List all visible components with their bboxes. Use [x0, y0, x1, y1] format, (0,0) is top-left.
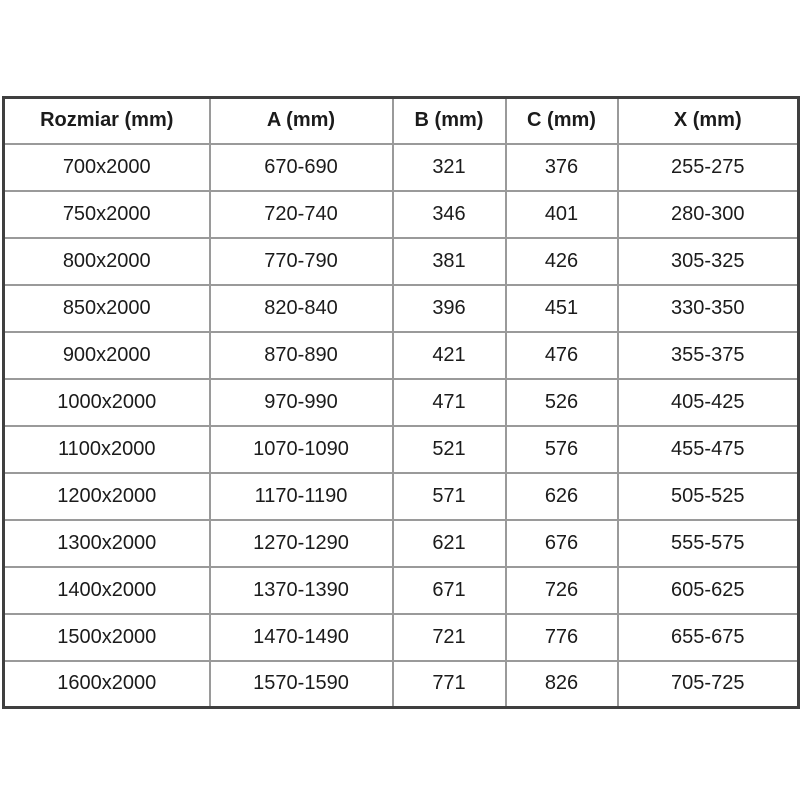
table-cell-x: 705-725	[618, 661, 799, 708]
table-cell-rozmiar: 750x2000	[4, 191, 210, 238]
table-cell-a: 1370-1390	[210, 567, 393, 614]
table-cell-rozmiar: 1300x2000	[4, 520, 210, 567]
table-cell-x: 330-350	[618, 285, 799, 332]
table-cell-a: 1070-1090	[210, 426, 393, 473]
table-row	[4, 426, 799, 473]
table-row	[4, 285, 799, 332]
table-cell-a: 770-790	[210, 238, 393, 285]
table-cell-rozmiar: 1000x2000	[4, 379, 210, 426]
table-cell-b: 571	[393, 473, 506, 520]
table-cell-rozmiar: 900x2000	[4, 332, 210, 379]
table-cell-b: 471	[393, 379, 506, 426]
table-cell-x: 455-475	[618, 426, 799, 473]
table-cell-c: 401	[506, 191, 618, 238]
table-cell-b: 321	[393, 144, 506, 191]
table-row	[4, 661, 799, 708]
header-row	[4, 98, 799, 144]
table-row	[4, 567, 799, 614]
table-row	[4, 473, 799, 520]
table-cell-c: 426	[506, 238, 618, 285]
table-row	[4, 520, 799, 567]
column-header-a: A (mm)	[210, 98, 393, 144]
column-header-rozmiar: Rozmiar (mm)	[4, 98, 210, 144]
table-cell-a: 720-740	[210, 191, 393, 238]
table-row	[4, 144, 799, 191]
table-cell-x: 505-525	[618, 473, 799, 520]
table-row	[4, 332, 799, 379]
column-header-b: B (mm)	[393, 98, 506, 144]
table-cell-c: 451	[506, 285, 618, 332]
table-row	[4, 238, 799, 285]
table-cell-c: 476	[506, 332, 618, 379]
table-cell-x: 355-375	[618, 332, 799, 379]
table-cell-a: 1570-1590	[210, 661, 393, 708]
table-cell-rozmiar: 1200x2000	[4, 473, 210, 520]
column-header-c: C (mm)	[506, 98, 618, 144]
table-cell-x: 605-625	[618, 567, 799, 614]
table-cell-rozmiar: 1400x2000	[4, 567, 210, 614]
table-cell-c: 576	[506, 426, 618, 473]
table-cell-b: 621	[393, 520, 506, 567]
table-cell-b: 346	[393, 191, 506, 238]
table-cell-rozmiar: 850x2000	[4, 285, 210, 332]
table-cell-rozmiar: 700x2000	[4, 144, 210, 191]
table-cell-x: 555-575	[618, 520, 799, 567]
table-cell-x: 255-275	[618, 144, 799, 191]
table-cell-c: 676	[506, 520, 618, 567]
table-cell-c: 376	[506, 144, 618, 191]
table-cell-c: 726	[506, 567, 618, 614]
table-cell-rozmiar: 1600x2000	[4, 661, 210, 708]
table-cell-x: 655-675	[618, 614, 799, 661]
table-row	[4, 379, 799, 426]
table-row	[4, 614, 799, 661]
table-cell-b: 521	[393, 426, 506, 473]
size-dimensions-table	[2, 96, 800, 709]
column-header-x: X (mm)	[618, 98, 799, 144]
table-cell-a: 1470-1490	[210, 614, 393, 661]
table-cell-a: 670-690	[210, 144, 393, 191]
table-cell-x: 305-325	[618, 238, 799, 285]
table-cell-a: 1270-1290	[210, 520, 393, 567]
size-dimensions-table-container	[2, 96, 797, 709]
table-cell-rozmiar: 1100x2000	[4, 426, 210, 473]
table-cell-b: 721	[393, 614, 506, 661]
table-cell-c: 526	[506, 379, 618, 426]
table-cell-b: 381	[393, 238, 506, 285]
table-cell-b: 421	[393, 332, 506, 379]
table-cell-x: 405-425	[618, 379, 799, 426]
table-cell-b: 771	[393, 661, 506, 708]
table-cell-a: 820-840	[210, 285, 393, 332]
table-cell-a: 870-890	[210, 332, 393, 379]
table-cell-rozmiar: 800x2000	[4, 238, 210, 285]
table-cell-b: 671	[393, 567, 506, 614]
table-cell-a: 970-990	[210, 379, 393, 426]
table-body	[4, 144, 799, 708]
table-cell-x: 280-300	[618, 191, 799, 238]
table-cell-a: 1170-1190	[210, 473, 393, 520]
table-cell-c: 826	[506, 661, 618, 708]
table-cell-c: 776	[506, 614, 618, 661]
table-cell-b: 396	[393, 285, 506, 332]
table-row	[4, 191, 799, 238]
table-cell-c: 626	[506, 473, 618, 520]
table-cell-rozmiar: 1500x2000	[4, 614, 210, 661]
